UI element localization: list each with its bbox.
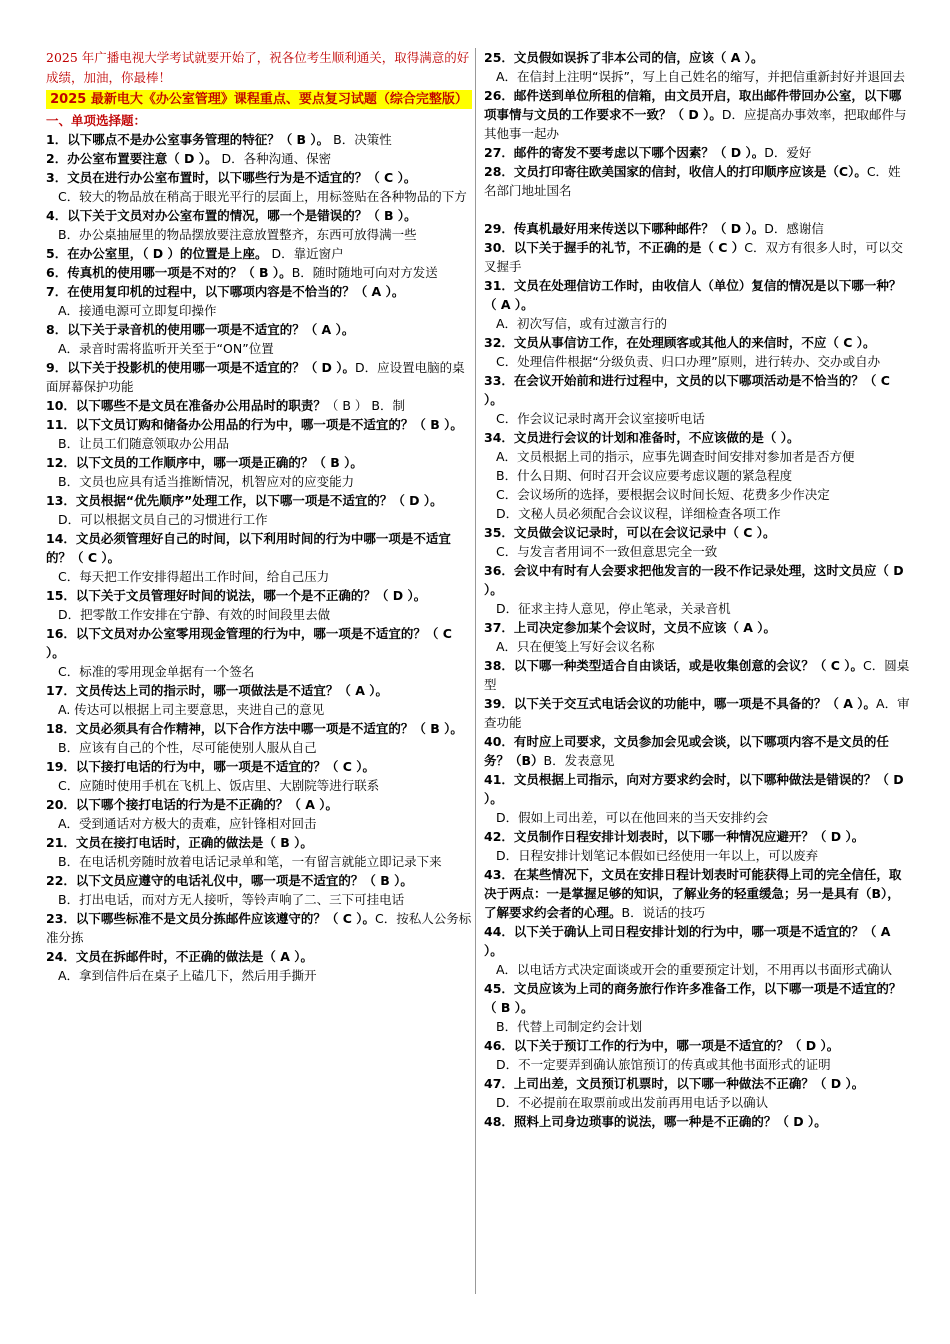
question-text: 36．会议中有时有人会要求把他发言的一段不作记录处理，这时文员应（ D ）。 [484,563,904,597]
answer-text: B．发表意见 [543,753,615,768]
answer-text: D．应提高办事效率，把取邮件与其他事一起办 [484,107,907,141]
question-text: 40．有时应上司要求，文员参加会见或会谈，以下哪项内容不是文员的任务？（B）B．发表意见 [484,734,889,768]
question-text: 2．办公室布置要注意（ D ）。 D．各种沟通、保密 [46,151,332,166]
question-text: 42．文员制作日程安排计划表时，以下哪一种情况应避开？（ D ）。 [484,829,865,844]
question-text: 16．以下文员对办公室零用现金管理的行为中，哪一项是不适宜的？（ C ）。 [46,626,452,660]
question-text: 43．在某些情况下，文员在安排日程计划表时可能获得上司的完全信任，取决于两点：一是掌握足够的知识，了解业务的轻重缓急；另一是具有（B），了解要求约会者的心理。B．说话的技巧 [484,867,902,920]
answer-text: B．决策性 [329,132,392,147]
answer-text: C．应随时使用手机在飞机上、饭店里、大剧院等进行联系 [58,778,380,793]
answer-text: A．在信封上注明“误拆”，写上自己姓名的缩写，并把信重新封好并退回去 [496,69,906,84]
question-text: 34．文员进行会议的计划和准备时，不应该做的是（ ）。 [484,430,800,445]
answer-text: A．受到通话对方极大的责难，应针锋相对回击 [58,816,317,831]
question-text: 24．文员在拆邮件时，不正确的做法是（ A ）。 [46,949,314,964]
question-text: 8．以下关于录音机的使用哪一项是不适宜的？（ A ）。 [46,322,355,337]
question-text: 7．在使用复印机的过程中，以下哪项内容是不恰当的？（ A ）。 [46,284,405,299]
answer-text: D．征求主持人意见，停止笔录，关录音机 [496,601,731,616]
question-text: 48．照料上司身边琐事的说法，哪一种是不正确的？（ D ）。 [484,1114,827,1129]
question-text: 23．以下哪些标准不是文员分拣邮件应该遵守的？（ C ）。C．按私人公务标准分拣 [46,911,472,945]
question-text: 45．文员应该为上司的商务旅行作许多准备工作，以下哪一项是不适宜的？（ B ）。 [484,981,902,1015]
answer-text: D．应设置电脑的桌面屏幕保护功能 [46,360,465,394]
answer-text: D．把零散工作安排在宁静、有效的时间段里去做 [58,607,331,622]
question-text: 26．邮件送到单位所租的信箱，由文员开启，取出邮件带回办公室，以下哪项事情与文员的工作要求不一致？（ D ）。D．应提高办事效率，把取邮件与其他事一起办 [484,88,907,141]
question-text: 31．文员在处理信访工作时，由收信人（单位）复信的情况是以下哪一种？（ A ）。 [484,278,902,312]
answer-text: B．什么日期、何时召开会议应要考虑议题的紧急程度 [496,468,793,483]
answer-text: C．与发言者用词不一致但意思完全一致 [496,544,718,559]
question-text: 15．以下关于文员管理好时间的说法，哪一个是不正确的？（ D ）。 [46,588,427,603]
answer-text: A．只在便笺上写好会议名称 [496,639,655,654]
question-text: 6．传真机的使用哪一项是不对的？（ B ）。B．随时随地可向对方发送 [46,265,438,280]
question-text: 39．以下关于交互式电话会议的功能中，哪一项是不具备的？（ A ）。A．审查功能 [484,696,910,730]
answer-text: D．感谢信 [764,221,824,236]
intro-text: 2025 年广播电视大学考试就要开始了，祝各位考生顺利通关，取得满意的好成绩，加油，你最棒！ [46,50,470,85]
answer-text: B．文员也应具有适当推断情况，机智应对的应变能力 [58,474,355,489]
question-text: 44．以下关于确认上司日程安排计划的行为中，哪一项是不适宜的？（ A ）。 [484,924,891,958]
answer-text: C．较大的物品放在稍高于眼光平行的层面上，用标签贴在各种物品的下方 [58,189,467,204]
answer-text: B．说话的技巧 [621,905,706,920]
answer-text: B．打出电话，而对方无人接听，等铃声响了二、三下可挂电话 [58,892,405,907]
answer-text: D．文秘人员必须配合会议议程，详细检查各项工作 [496,506,781,521]
answer-text: C．姓名部门地址国名 [484,164,901,198]
question-text: 5．在办公室里，（ D ）的位置是上座。 D．靠近窗户 [46,246,344,261]
question-text: 12．以下文员的工作顺序中，哪一项是正确的？（ B ）。 [46,455,363,470]
question-text: 38．以下哪一种类型适合自由谈话，或是收集创意的会议？（ C ）。C．圆桌型 [484,658,910,692]
answer-text: C．处理信件根据“分级负责、归口办理”原则，进行转办、交办或自办 [496,354,881,369]
answer-text: A. 传达可以根据上司主要意思，夹进自己的意见 [58,702,325,717]
question-text: 10．以下哪些不是文员在准备办公用品时的职责？（ B ） B．制 [46,398,405,413]
answer-text: D．假如上司出差，可以在他回来的当天安排约会 [496,810,769,825]
answer-text: C．按私人公务标准分拣 [46,911,472,945]
answer-text: （ B ） B．制 [325,398,405,413]
question-text: 14．文员必须管理好自己的时间，以下利用时间的行为中哪一项是不适宜的？（ C ）。 [46,531,451,565]
left-column [46,48,472,985]
question-text: 22．以下文员应遵守的电话礼仪中，哪一项是不适宜的？（ B ）。 [46,873,413,888]
question-text: 11．以下文员订购和储备办公用品的行为中，哪一项是不适宜的？（ B ）。 [46,417,463,432]
question-text: 28．文员打印寄往欧美国家的信封，收信人的打印顺序应该是（C）。C．姓名部门地址国名 [484,164,901,198]
question-text: 27．邮件的寄发不要考虑以下哪个因素？（ D ）。D．爱好 [484,145,812,160]
answer-text: D．不一定要弄到确认旅馆预订的传真或其他书面形式的证明 [496,1057,831,1072]
question-text: 32．文员从事信访工作，在处理顾客或其他人的来信时，不应（ C ）。 [484,335,876,350]
column-divider [475,48,476,1294]
section-heading: 一、单项选择题： [46,113,147,128]
right-question-list [484,48,910,1131]
right-column [484,48,910,1131]
question-text: 4．以下关于文员对办公室布置的情况，哪一个是错误的？（ B ）。 [46,208,417,223]
question-text: 3．文员在进行办公室布置时，以下哪些行为是不适宜的？（ C ）。 [46,170,417,185]
question-text: 19．以下接打电话的行为中，哪一项是不适宜的？（ C ）。 [46,759,376,774]
question-text: 37．上司决定参加某个会议时，文员不应该（ A ）。 [484,620,777,635]
question-text: 1．以下哪点不是办公室事务管理的特征？（ B ）。 B．决策性 [46,132,392,147]
question-text: 17．文员传达上司的指示时，哪一项做法是不适宜？（ A ）。 [46,683,389,698]
answer-text: C．双方有很多人时，可以交叉握手 [484,240,904,274]
exam-page [46,48,914,1298]
answer-text: C．作会议记录时离开会议室接听电话 [496,411,705,426]
question-text: 30．以下关于握手的礼节，不正确的是（ C ）C．双方有很多人时，可以交叉握手 [484,240,904,274]
answer-text: A．文员根据上司的指示，应事先调查时间安排对参加者是否方便 [496,449,855,464]
question-text: 33．在会议开始前和进行过程中，文员的以下哪项活动是不恰当的？（ C ）。 [484,373,890,407]
answer-text: B．随时随地可向对方发送 [291,265,438,280]
document-title: 2025 最新电大《办公室管理》课程重点、要点复习试题（综合完整版） [46,90,472,109]
blank-line [484,200,910,219]
answer-text: C．每天把工作安排得超出工作时间，给自己压力 [58,569,330,584]
left-question-list [46,130,472,985]
answer-text: B．应该有自己的个性，尽可能使别人服从自己 [58,740,317,755]
question-text: 46．以下关于预订工作的行为中，哪一项是不适宜的？（ D ）。 [484,1038,840,1053]
answer-text: A．接通电源可立即复印操作 [58,303,217,318]
question-text: 20．以下哪个接打电话的行为是不正确的？（ A ）。 [46,797,339,812]
answer-text: B．办公桌抽屉里的物品摆放要注意放置整齐，东西可放得满一些 [58,227,417,242]
question-text: 13．文员根据“优先顺序”处理工作，以下哪一项是不适宜的？（ D ）。 [46,493,443,508]
question-text: 47．上司出差，文员预订机票时，以下哪一种做法不正确？（ D ）。 [484,1076,865,1091]
answer-text: D．爱好 [764,145,812,160]
answer-text: A．初次写信，或有过激言行的 [496,316,668,331]
answer-text: A．以电话方式决定面谈或开会的重要预定计划，不用再以书面形式确认 [496,962,893,977]
answer-text: D．可以根据文员自己的习惯进行工作 [58,512,268,527]
answer-text: B．让员工们随意领取办公用品 [58,436,230,451]
answer-text: C．圆桌型 [484,658,910,692]
answer-text: D．靠近窗户 [267,246,344,261]
answer-text: D．日程安排计划笔记本假如已经使用一年以上，可以废弃 [496,848,819,863]
answer-text: D．不必提前在取票前或出发前再用电话予以确认 [496,1095,769,1110]
answer-text: A．审查功能 [484,696,910,730]
answer-text: C．会议场所的选择，要根据会议时间长短、花费多少作决定 [496,487,830,502]
question-text: 35．文员做会议记录时，可以在会议记录中（ C ）。 [484,525,776,540]
question-text: 21．文员在接打电话时，正确的做法是（ B ）。 [46,835,313,850]
question-text: 9．以下关于投影机的使用哪一项是不适宜的？（ D ）。D．应设置电脑的桌面屏幕保护功能 [46,360,465,394]
answer-text: A．录音时需将监听开关至于“ON”位置 [58,341,274,356]
question-text: 29．传真机最好用来传送以下哪种邮件？（ D ）。D．感谢信 [484,221,824,236]
answer-text: A．拿到信件后在桌子上磕几下，然后用手撕开 [58,968,317,983]
question-text: 41．文员根据上司指示，向对方要求约会时，以下哪种做法是错误的？（ D ）。 [484,772,904,806]
answer-text: C．标准的零用现金单据有一个签名 [58,664,255,679]
answer-text: B．在电话机旁随时放着电话记录单和笔，一有留言就能立即记录下来 [58,854,442,869]
question-text: 25．文员假如误拆了非本公司的信，应该（ A ）。 [484,50,764,65]
answer-text: B．代替上司制定约会计划 [496,1019,643,1034]
answer-text: D．各种沟通、保密 [217,151,332,166]
question-text: 18．文员必须具有合作精神，以下合作方法中哪一项是不适宜的？（ B ）。 [46,721,463,736]
